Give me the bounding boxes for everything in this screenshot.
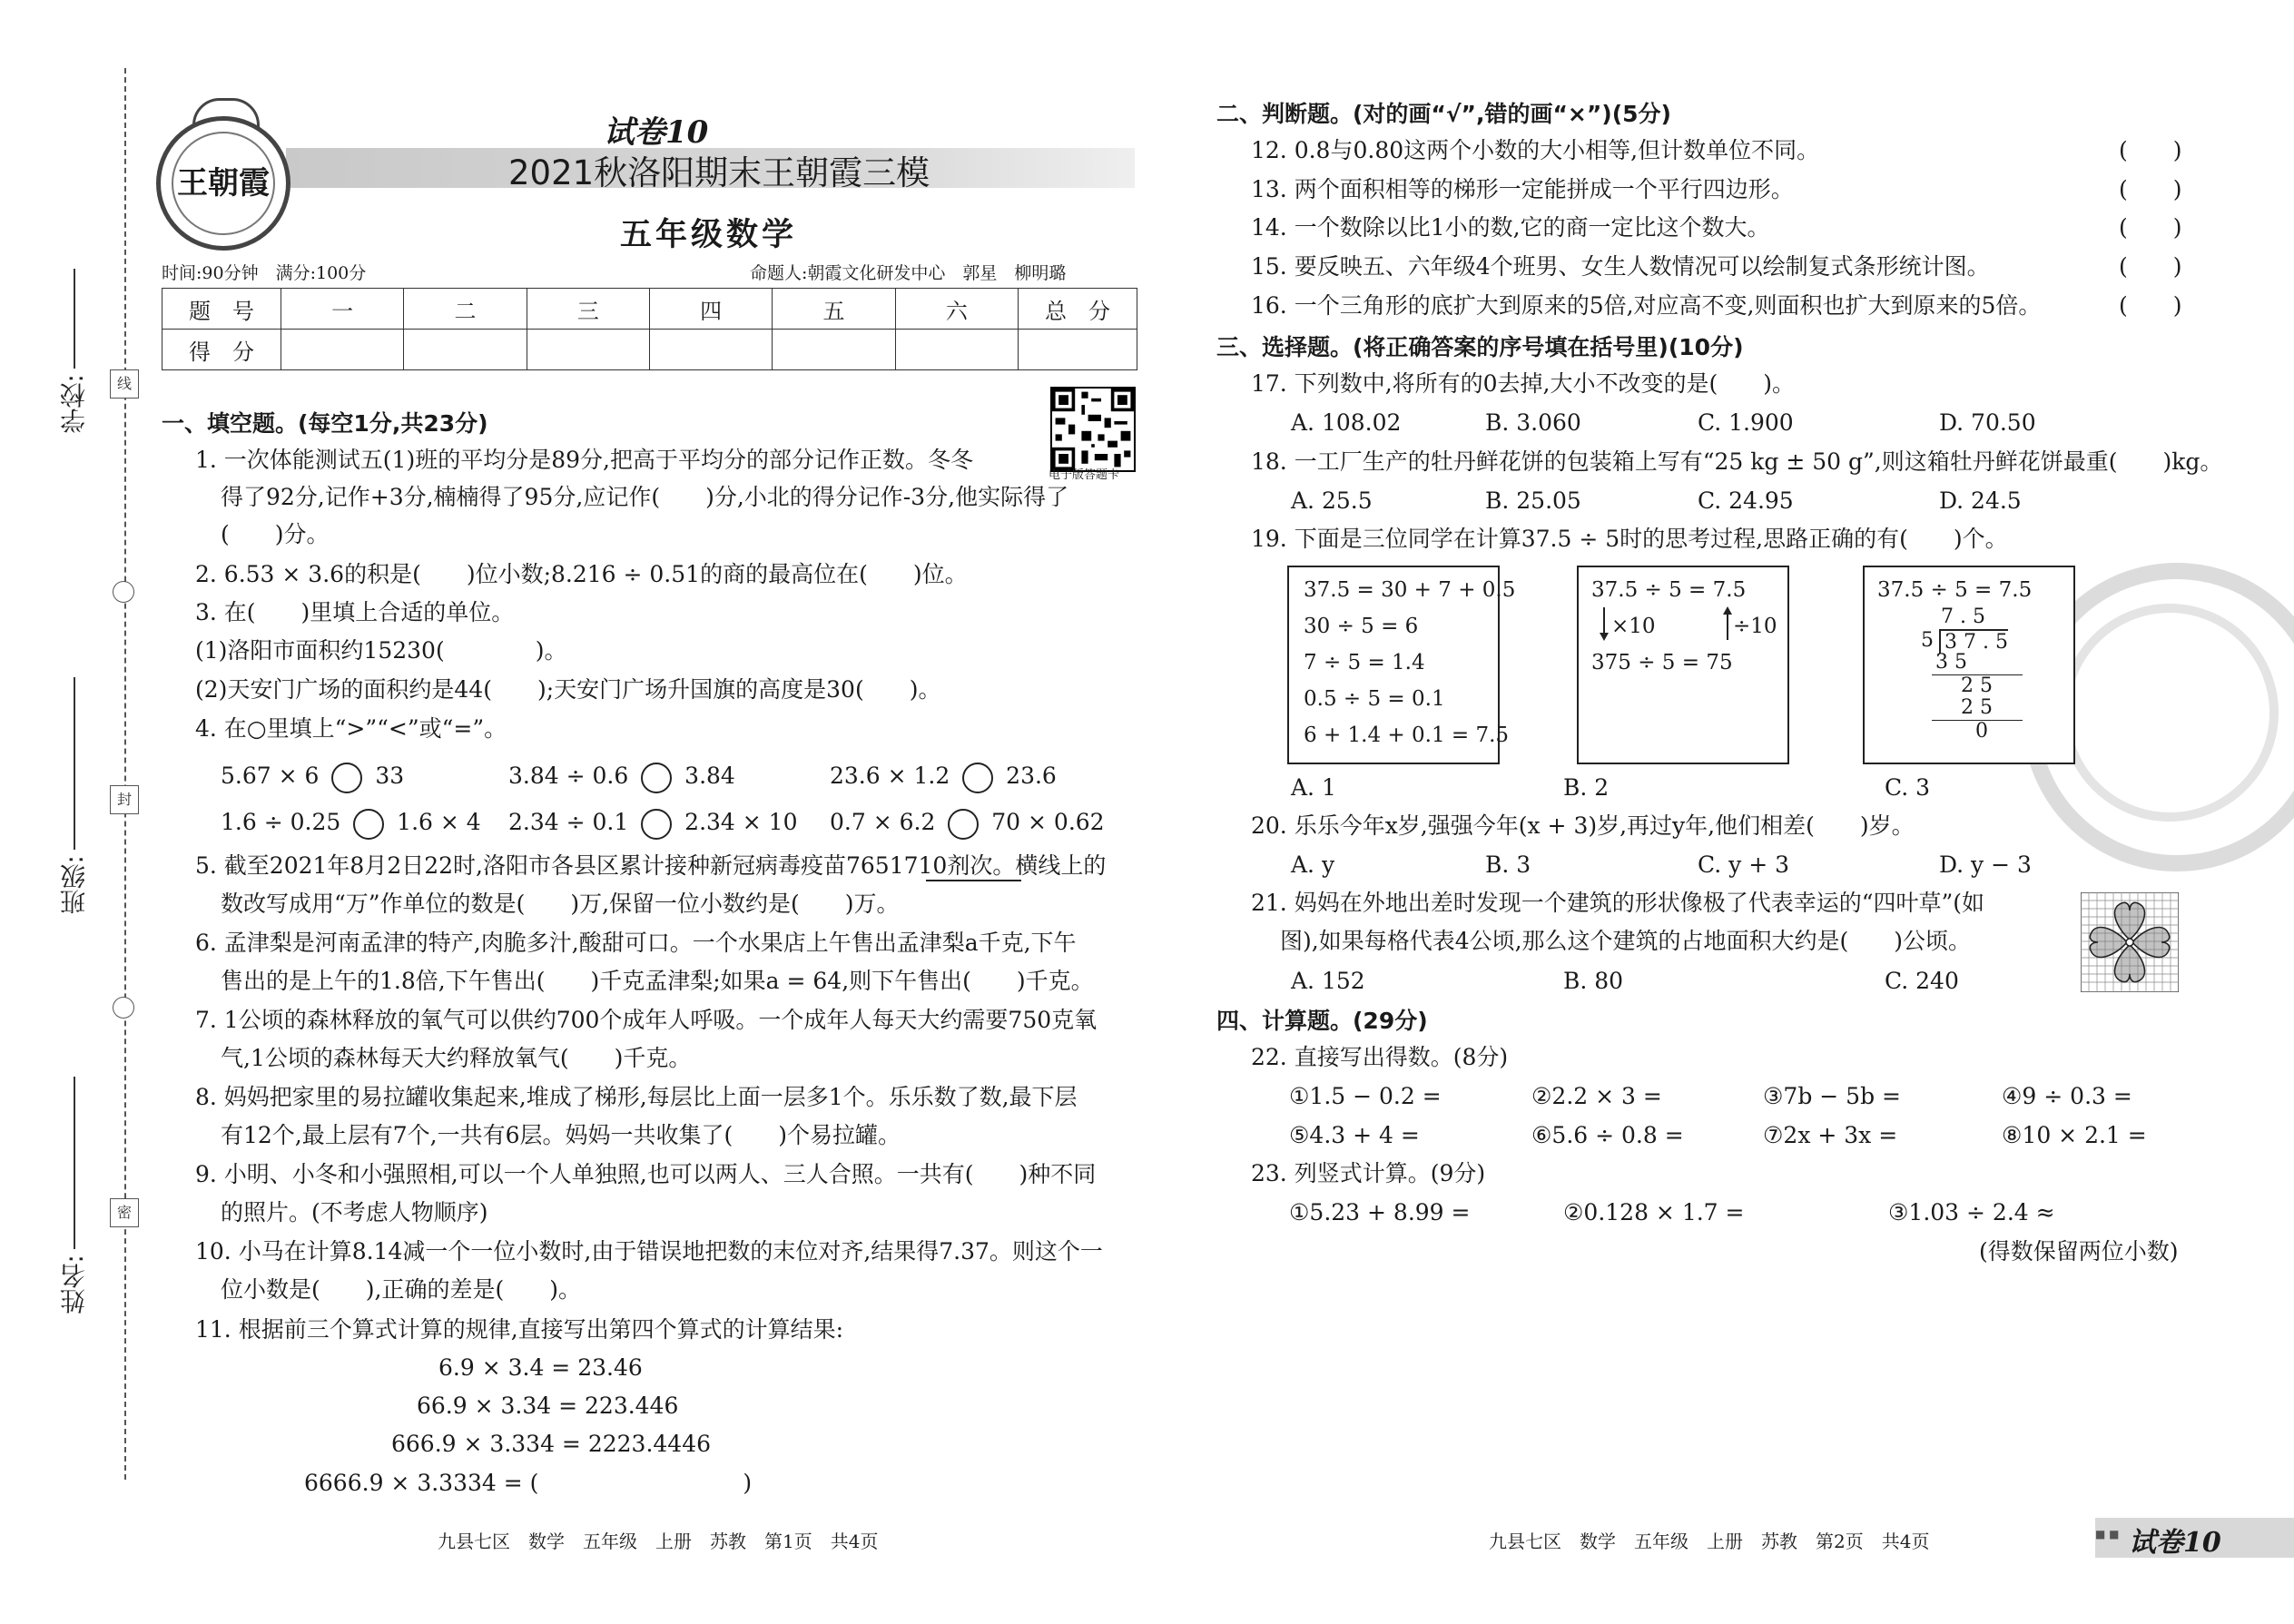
qr-code-icon[interactable] [1050,387,1136,472]
q18-option[interactable]: A. 25.5 [1291,487,1373,514]
qr-caption: 电子版答题卡 [1049,468,1120,482]
exam-title: 2021秋洛阳期末王朝霞三模 [508,153,930,192]
q1-line-3: ( )分。 [221,521,330,547]
score-cell[interactable] [404,330,527,370]
binding-char-feng: 封 [110,785,139,814]
q19-method-box-3 [1863,566,2075,764]
q19-box1-line: 7 ÷ 5 = 1.4 [1304,651,1425,674]
q21-line-1: 21. 妈妈在外地出差时发现一个建筑的形状像极了代表幸运的“四叶草”(如 [1251,890,1985,916]
four-leaf-clover-grid-icon [2081,892,2179,992]
q7-line-1: 7. 1公顷的森林释放的氧气可以供约700个成年人呼吸。一个成年人每天大约需要750克氧 [195,1007,1098,1033]
q18-option[interactable]: D. 24.5 [1939,487,2022,514]
q19-box2-mul: ×10 [1611,615,1656,638]
q1-line-1: 1. 一次体能测试五(1)班的平均分是89分,把高于平均分的部分记作正数。冬冬 [195,447,973,473]
score-cell[interactable] [773,330,895,370]
score-table [162,288,1137,370]
q22-item: ②2.2 × 3 = [1531,1083,1662,1109]
name-label: 姓名: [59,1255,89,1314]
q11-equation: 6.9 × 3.4 = 23.46 [438,1354,643,1381]
q20-option[interactable]: C. y + 3 [1698,851,1790,878]
q19-box1-line: 6 + 1.4 + 0.1 = 7.5 [1304,723,1510,747]
judge-answer-paren[interactable]: ( ) [2119,137,2182,163]
q19-box1-line: 0.5 ÷ 5 = 0.1 [1304,687,1445,711]
q4-item [221,805,481,840]
q11-equation: 666.9 × 3.334 = 2223.4446 [391,1431,712,1457]
watermark-seal-inner [2061,604,2279,822]
q4-right-expr: 70 × 0.62 [991,809,1105,835]
score-table-header [162,289,1137,330]
q4-left-expr: 5.67 × 6 [221,763,320,789]
school-underline [74,269,75,369]
q18-option[interactable]: B. 25.05 [1485,487,1581,514]
q23-stem: 23. 列竖式计算。(9分) [1251,1160,1486,1186]
score-table-row [162,330,1137,370]
score-cell[interactable] [649,330,772,370]
exam-meta-authors: 命题人:朝霞文化研发中心 郭星 柳明璐 [750,263,1067,283]
right-footer: 九县七区 数学 五年级 上册 苏教 第2页 共4页 [1489,1530,1930,1552]
q6-line-2: 售出的是上午的1.8倍,下午售出( )千克孟津梨;如果a = 64,则下午售出( )千克。 [221,968,1094,994]
q20-option[interactable]: B. 3 [1485,851,1531,878]
q5-underline [926,880,1021,881]
score-header-cell: 三 [527,289,649,330]
q19-option[interactable]: B. 2 [1563,774,1610,801]
score-cell[interactable] [527,330,649,370]
q1-line-2: 得了92分,记作+3分,楠楠得了95分,应记作( )分,小北的得分记作-3分,他实际得了 [221,484,1069,510]
q22-item: ⑧10 × 2.1 = [2002,1122,2147,1148]
compare-circle[interactable] [641,809,672,840]
q19-box2-line: 375 ÷ 5 = 75 [1591,651,1733,674]
score-header-cell: 四 [649,289,772,330]
q21-line-2: 图),如果每格代表4公顷,那么这个建筑的占地面积大约是( )公顷。 [1280,928,1972,954]
q22-item: ④9 ÷ 0.3 = [2002,1083,2132,1109]
score-header-cell: 一 [281,289,404,330]
q19-quotient: 7 . 5 [1941,605,1985,628]
q3-part-1: (1)洛阳市面积约15230( )。 [195,637,567,664]
q23-item: ②0.128 × 1.7 = [1563,1199,1745,1225]
q18-stem: 18. 一工厂生产的牡丹鲜花饼的包装箱上写有“25 kg ± 50 g”,则这箱牡丹鲜花饼最重( )kg。 [1251,448,2223,475]
q3-stem: 3. 在( )里填上合适的单位。 [195,599,515,625]
tag-dots-icon: ■ ■ [2095,1528,2120,1540]
q17-option[interactable]: C. 1.900 [1698,409,1794,436]
compare-circle[interactable] [962,763,993,793]
q5-line-1: 5. 截至2021年8月2日22时,洛阳市各县区累计接种新冠病毒疫苗7651710剂次。横线上的 [195,852,1107,879]
q17-option[interactable]: A. 108.02 [1291,409,1402,436]
q20-stem: 20. 乐乐今年x岁,强强今年(x + 3)岁,再过y年,他们相差( )岁。 [1251,812,1915,839]
judge-item: 16. 一个三角形的底扩大到原来的5倍,对应高不变,则面积也扩大到原来的5倍。 [1251,292,2042,319]
q3-part-2: (2)天安门广场的面积约是44( );天安门广场升国旗的高度是30( )。 [195,676,941,703]
q19-method-box-2 [1577,566,1789,764]
q9-line-1: 9. 小明、小冬和小强照相,可以一个人单独照,也可以两人、三人合照。一共有( )种不同 [195,1161,1097,1187]
q19-box1-line: 37.5 = 30 + 7 + 0.5 [1304,578,1516,602]
binding-dashed-line [124,68,126,1480]
q6-line-1: 6. 孟津梨是河南孟津的特产,肉脆多汁,酸甜可口。一个水果店上午售出孟津梨a千克,下午 [195,930,1077,956]
q9-line-2: 的照片。(不考虑人物顺序) [221,1199,488,1225]
q22-item: ⑤4.3 + 4 = [1289,1122,1420,1148]
judge-item: 15. 要反映五、六年级4个班男、女生人数情况可以绘制复式条形统计图。 [1251,253,1990,280]
section-heading-fill-blank: 一、填空题。(每空1分,共23分) [162,410,488,437]
q22-item: ①1.5 − 0.2 = [1289,1083,1442,1109]
score-header-cell: 二 [404,289,527,330]
q19-step: 2 5 [1961,696,1993,719]
q17-stem: 17. 下列数中,将所有的0去掉,大小不改变的是( )。 [1251,370,1796,397]
subject-title: 五年级数学 [620,216,798,253]
judge-answer-paren[interactable]: ( ) [2119,253,2182,280]
q22-item: ⑦2x + 3x = [1763,1122,1898,1148]
judge-item: 12. 0.8与0.80这两个小数的大小相等,但计数单位不同。 [1251,137,1820,163]
q4-left-expr: 23.6 × 1.2 [830,763,950,789]
q19-box3-line: 37.5 ÷ 5 = 7.5 [1877,578,2033,602]
score-header-cell: 五 [773,289,895,330]
q2: 2. 6.53 × 3.6的积是( )位小数;8.216 ÷ 0.51的商的最高位在( )位。 [195,561,968,587]
q4-item [508,805,798,840]
binding-hole [113,581,134,603]
q19-dividend: 3 7 . 5 [1939,629,2008,654]
q19-box2-div: ÷10 [1733,615,1777,638]
q19-method-box-1 [1287,566,1516,764]
q19-box2-line: 37.5 ÷ 5 = 7.5 [1591,578,1747,602]
q11-equation: 66.9 × 3.34 = 223.446 [417,1393,679,1419]
q4-right-expr: 1.6 × 4 [397,809,481,835]
section-heading-calc: 四、计算题。(29分) [1216,1008,1428,1034]
exam-meta-time: 时间:90分钟 满分:100分 [162,263,367,283]
q4-left-expr: 0.7 × 6.2 [830,809,936,835]
paper-number: 试卷10 [604,114,709,151]
score-cell[interactable] [1019,330,1137,370]
q4-left-expr: 3.84 ÷ 0.6 [508,763,629,789]
q8-line-1: 8. 妈妈把家里的易拉罐收集起来,堆成了梯形,每层比上面一层多1个。乐乐数了数,最下层 [195,1084,1078,1110]
judge-answer-paren[interactable]: ( ) [2119,176,2182,202]
name-field [56,1071,93,1320]
q17-option[interactable]: B. 3.060 [1485,409,1581,436]
score-row-label: 得 分 [162,330,281,370]
q4-left-expr: 1.6 ÷ 0.25 [221,809,341,835]
q4-left-expr: 2.34 ÷ 0.1 [508,809,629,835]
judge-item: 14. 一个数除以比1小的数,它的商一定比这个数大。 [1251,214,1770,241]
q19-step: 3 5 [1935,651,1967,674]
q19-step: 2 5 [1961,674,1993,697]
section-heading-judge: 二、判断题。(对的画“√”,错的画“×”)(5分) [1216,101,1671,127]
q20-option[interactable]: D. y − 3 [1939,851,2032,878]
logo-text: 王朝霞 [172,132,275,235]
score-header-cell: 总 分 [1019,289,1137,330]
q11-stem: 11. 根据前三个算式计算的规律,直接写出第四个算式的计算结果: [195,1316,844,1343]
q23-item: ①5.23 + 8.99 = [1289,1199,1471,1225]
class-field [56,672,93,920]
judge-answer-paren[interactable]: ( ) [2119,214,2182,241]
score-cell[interactable] [281,330,404,370]
section-heading-choice: 三、选择题。(将正确答案的序号填在括号里)(10分) [1216,334,1744,360]
binding-char-mi: 密 [110,1198,139,1227]
q4-item [830,805,1105,840]
q19-step: 0 [1975,720,1988,743]
q21-option[interactable]: B. 80 [1563,968,1624,994]
compare-circle[interactable] [353,809,384,840]
q4-right-expr: 33 [375,763,405,789]
q4-right-expr: 3.84 [684,763,735,789]
q4-right-expr: 23.6 [1006,763,1057,789]
q19-divisor: 5 [1921,629,1934,652]
q21-option[interactable]: A. 152 [1291,968,1365,994]
q22-stem: 22. 直接写出得数。(8分) [1251,1044,1509,1070]
binding-char-xian: 线 [110,369,139,399]
q21-option[interactable]: C. 240 [1885,968,1959,994]
score-header-cell: 六 [895,289,1018,330]
q4-item [221,759,404,793]
class-underline [74,677,75,850]
q4-stem: 4. 在○里填上“>”“<”或“=”。 [195,715,507,742]
binding-hole [113,997,134,1019]
q11-equation-answer: 6666.9 × 3.3334 = ( ) [304,1470,753,1496]
compare-circle[interactable] [641,763,672,793]
q10-line-1: 10. 小马在计算8.14减一个一位小数时,由于错误地把数的末位对齐,结果得7.37。则这个一 [195,1238,1103,1265]
judge-item: 13. 两个面积相等的梯形一定能拼成一个平行四边形。 [1251,176,1794,202]
school-label: 学校: [59,374,89,434]
class-label: 班级: [59,855,89,915]
q23-note: (得数保留两位小数) [1979,1238,2179,1265]
score-header-cell: 题 号 [162,289,281,330]
q19-option[interactable]: C. 3 [1885,774,1931,801]
left-footer: 九县七区 数学 五年级 上册 苏教 第1页 共4页 [438,1530,879,1552]
q8-line-2: 有12个,最上层有7个,一共有6层。妈妈一共收集了( )个易拉罐。 [221,1122,901,1148]
publisher-logo [156,116,290,251]
compare-circle[interactable] [331,763,362,793]
q7-line-2: 气,1公顷的森林每天大约释放氧气( )千克。 [221,1045,692,1071]
q5-line-2: 数改写成用“万”作单位的数是( )万,保留一位小数约是( )万。 [221,891,900,917]
q20-option[interactable]: A. y [1291,851,1335,878]
paper-tag: 试卷10 [2129,1527,2221,1559]
name-underline [74,1077,75,1249]
score-cell[interactable] [895,330,1018,370]
school-field [56,263,93,439]
compare-circle[interactable] [948,809,979,840]
q23-item: ③1.03 ÷ 2.4 ≈ [1888,1199,2055,1225]
judge-answer-paren[interactable]: ( ) [2119,292,2182,319]
q4-right-expr: 2.34 × 10 [684,809,798,835]
q4-item [830,759,1057,793]
q4-item [508,759,735,793]
q22-item: ⑥5.6 ÷ 0.8 = [1531,1122,1684,1148]
q10-line-2: 位小数是( ),正确的差是( )。 [221,1276,581,1303]
q17-option[interactable]: D. 70.50 [1939,409,2036,436]
q18-option[interactable]: C. 24.95 [1698,487,1794,514]
q19-stem: 19. 下面是三位同学在计算37.5 ÷ 5时的思考过程,思路正确的有( )个。 [1251,526,2008,552]
q22-item: ③7b − 5b = [1763,1083,1901,1109]
q19-option[interactable]: A. 1 [1291,774,1336,801]
q19-box1-line: 30 ÷ 5 = 6 [1304,615,1419,638]
